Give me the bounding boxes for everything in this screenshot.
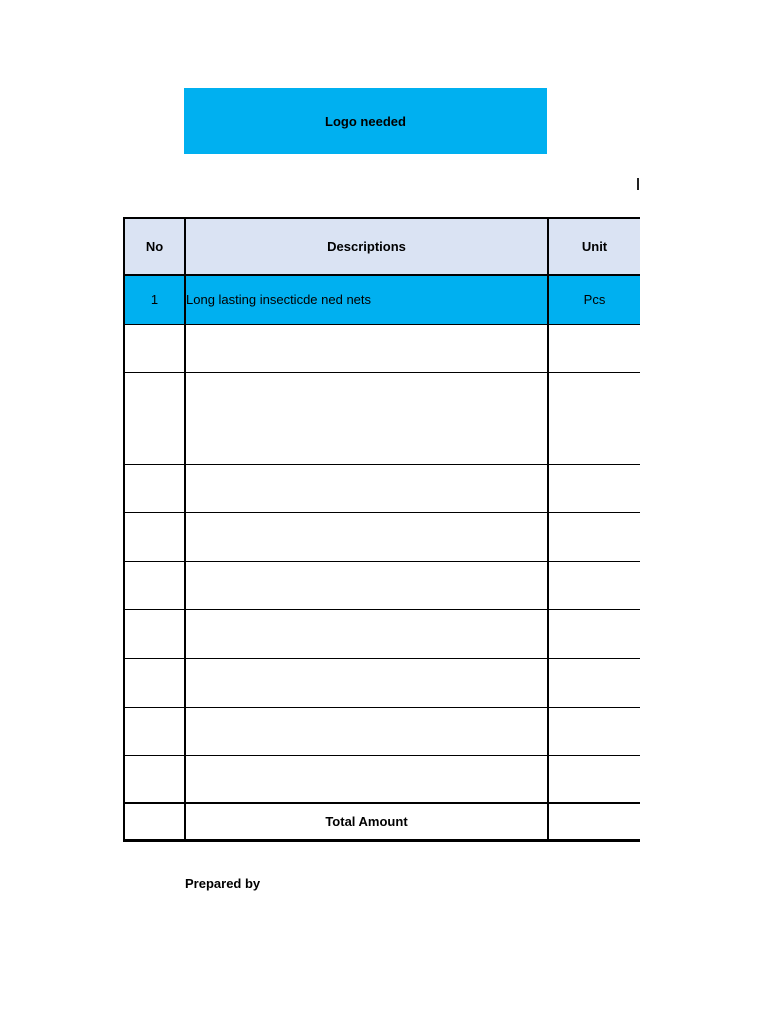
table-row — [124, 324, 640, 372]
cell-unit — [548, 464, 640, 512]
cell-description — [185, 464, 548, 512]
total-unit-cell — [548, 803, 640, 840]
logo-placeholder — [184, 88, 547, 154]
cell-description — [185, 755, 548, 803]
total-amount-label: Total Amount — [185, 803, 548, 840]
cell-unit — [548, 372, 640, 464]
cell-no — [124, 707, 185, 755]
table-row — [124, 658, 640, 707]
prepared-by-label: Prepared by — [185, 876, 261, 891]
cell-no — [124, 658, 185, 707]
cell-no: 1 — [124, 275, 185, 324]
header-unit: Unit — [548, 218, 640, 275]
cell-no — [124, 464, 185, 512]
table-row — [124, 755, 640, 803]
cell-description: Long lasting insecticde ned nets — [185, 275, 548, 324]
cell-description — [185, 324, 548, 372]
table-row — [124, 512, 640, 561]
clipped-text-fragment — [637, 178, 639, 190]
table-row — [124, 464, 640, 512]
cell-description — [185, 512, 548, 561]
table-row — [124, 707, 640, 755]
cell-description — [185, 707, 548, 755]
cell-unit — [548, 707, 640, 755]
cell-no — [124, 324, 185, 372]
logo-placeholder-text: Logo needed — [325, 113, 406, 129]
cell-no — [124, 512, 185, 561]
header-no: No — [124, 218, 185, 275]
header-descriptions: Descriptions — [185, 218, 548, 275]
cell-no — [124, 755, 185, 803]
cell-description — [185, 658, 548, 707]
cell-description — [185, 372, 548, 464]
cell-no — [124, 372, 185, 464]
cell-no — [124, 561, 185, 609]
total-no-cell — [124, 803, 185, 840]
cell-description — [185, 561, 548, 609]
cell-unit: Pcs — [548, 275, 640, 324]
cell-unit — [548, 658, 640, 707]
cell-no — [124, 609, 185, 658]
cell-unit — [548, 324, 640, 372]
table-row — [124, 275, 640, 324]
total-row — [124, 803, 640, 840]
table-row — [124, 561, 640, 609]
cell-unit — [548, 609, 640, 658]
table-row — [124, 609, 640, 658]
cell-unit — [548, 561, 640, 609]
cell-unit — [548, 512, 640, 561]
table-row — [124, 372, 640, 464]
cell-description — [185, 609, 548, 658]
items-table — [123, 217, 640, 842]
cell-unit — [548, 755, 640, 803]
table-header-row — [124, 218, 640, 275]
